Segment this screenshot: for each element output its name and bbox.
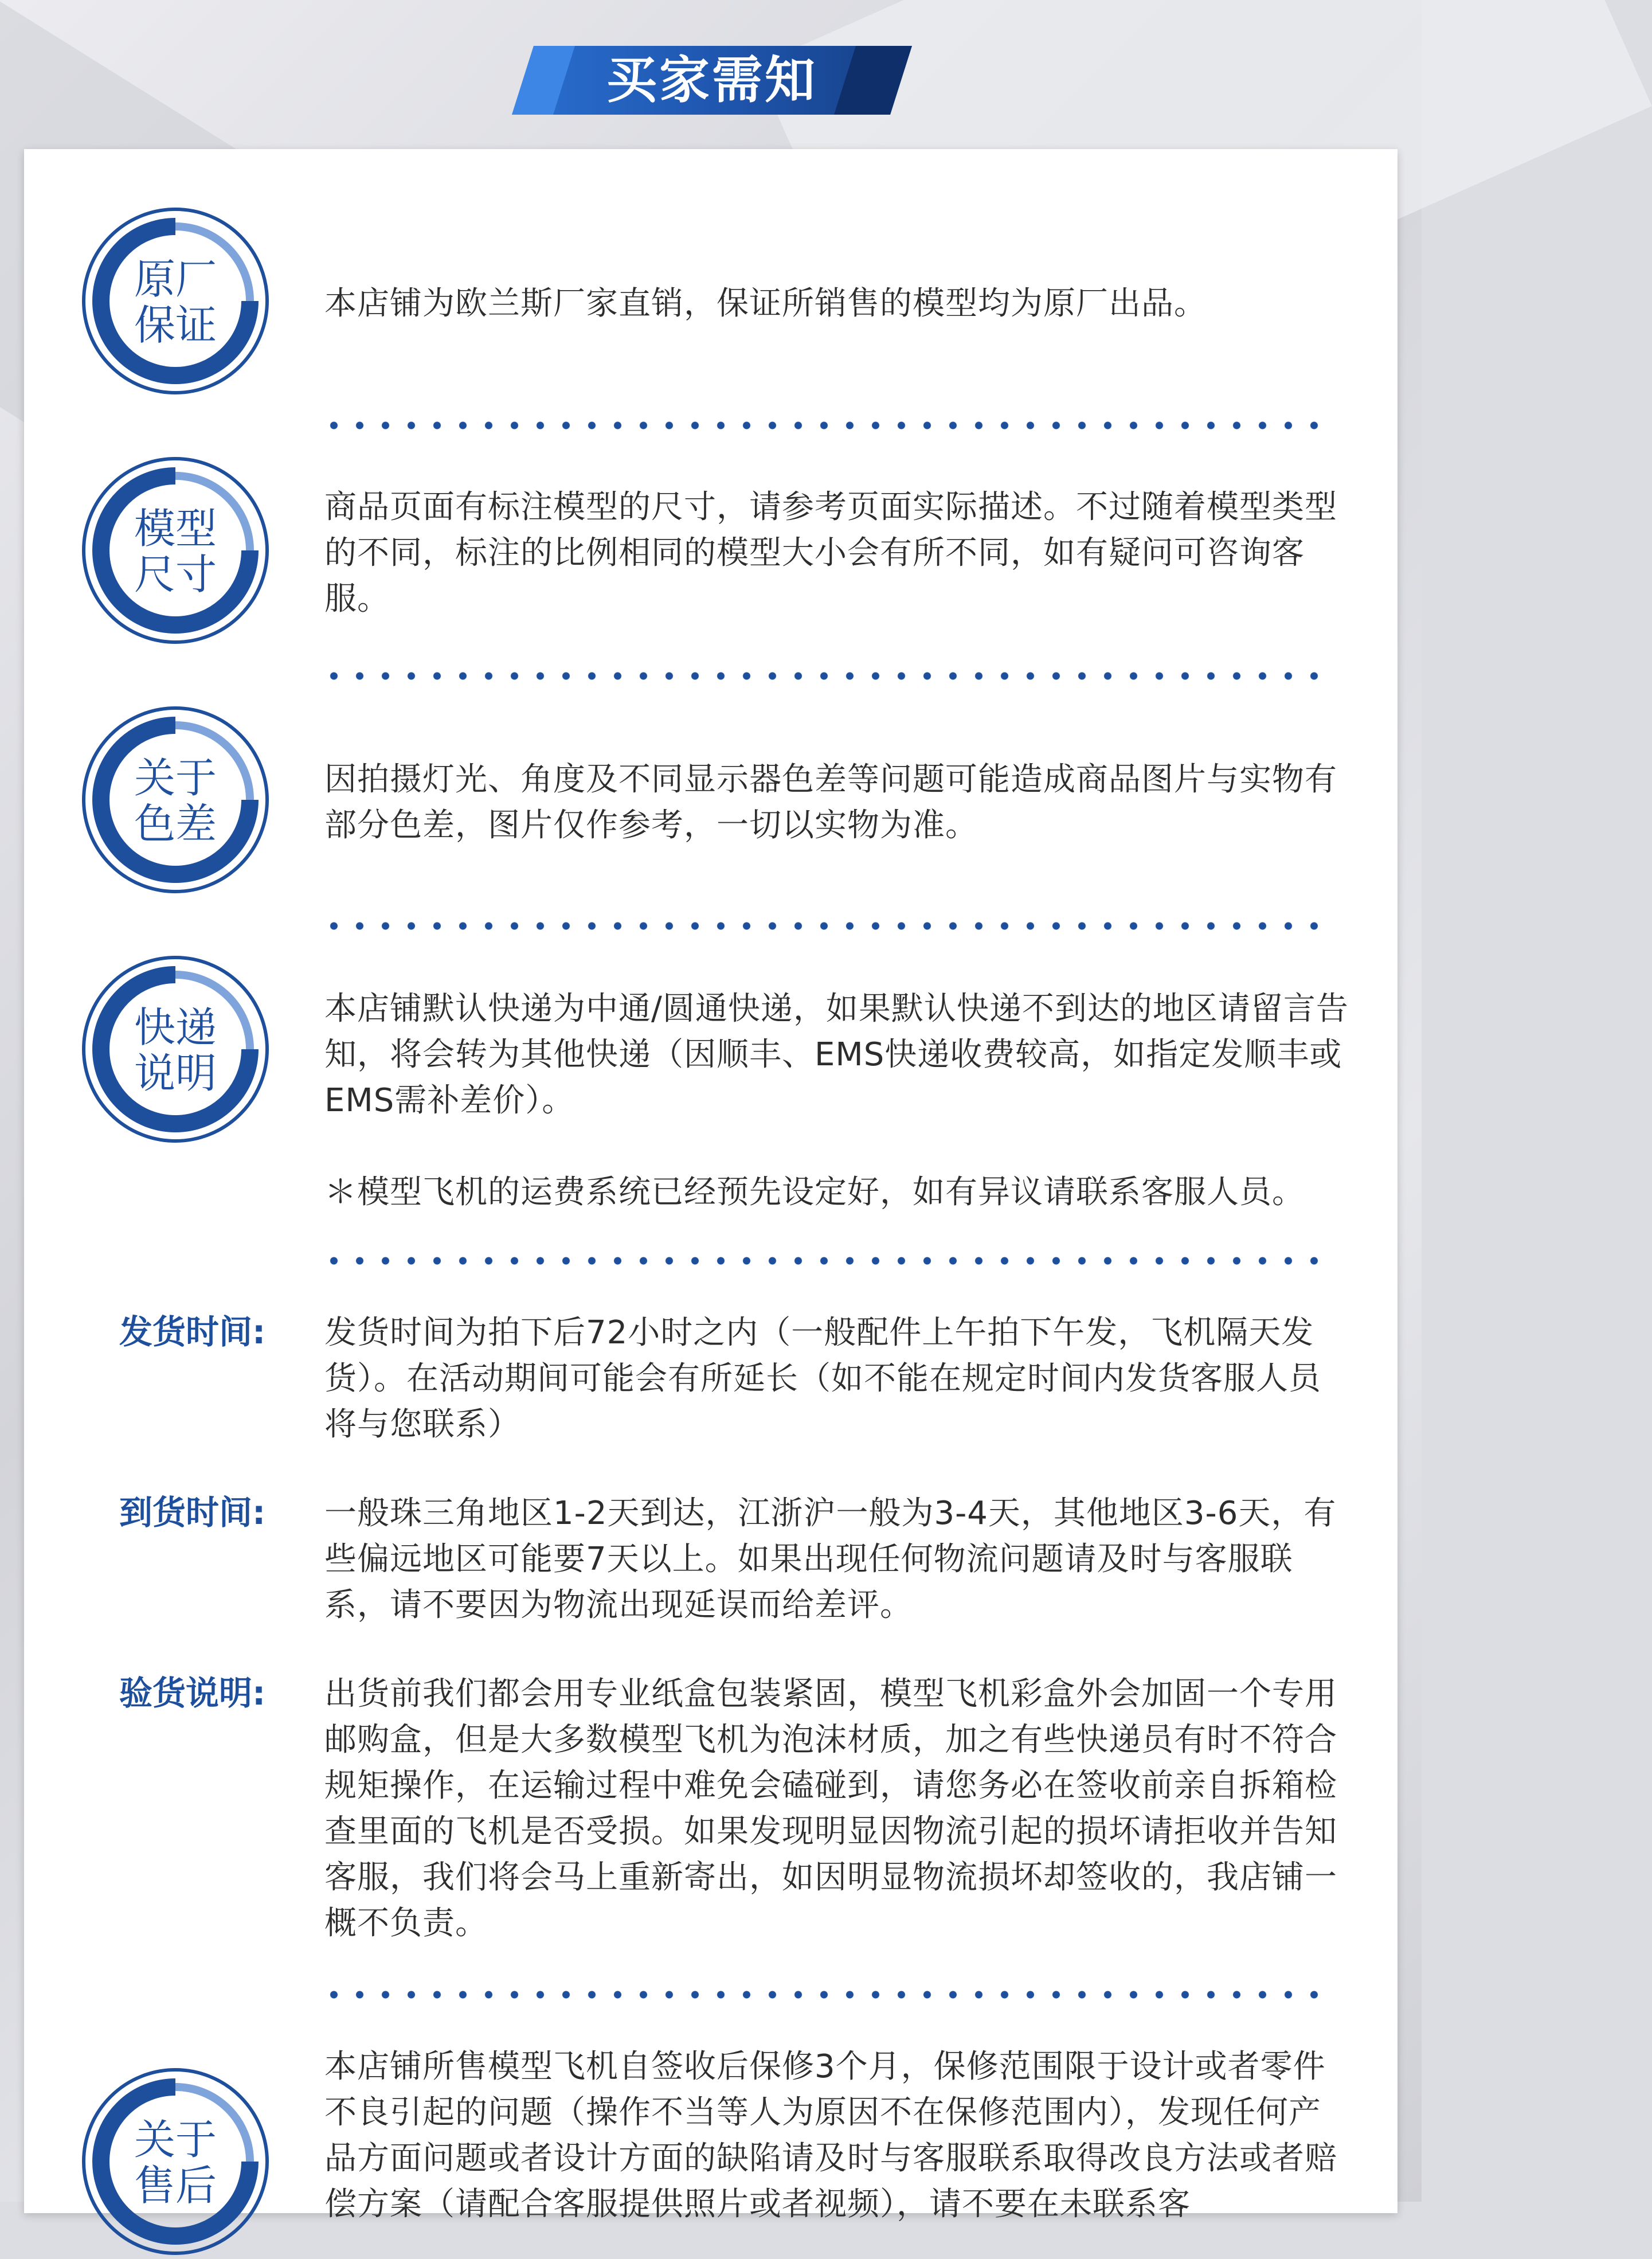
section-text: 商品页面有标注模型的尺寸，请参考页面实际描述。不过随着模型类型的不同，标注的比例相同的模型大小会有所不同，如有疑问可咨询客服。	[324, 488, 1337, 617]
section-text: 因拍摄灯光、角度及不同显示器色差等问题可能造成商品图片与实物有部分色差，图片仅作参考，一切以实物为准。	[324, 761, 1337, 844]
emblem-original-guarantee	[78, 204, 273, 398]
emblem-label: 原厂 保证	[134, 255, 217, 349]
arrival-time-text: 一般珠三角地区1-2天到达，江浙沪一般为3-4天，其他地区3-6天，有些偏远地区可能要7天以上。如果出现任何物流问题请及时与客服联系，请不要因为物流出现延误而给差评。	[324, 1495, 1337, 1624]
emblem-color-difference	[78, 702, 273, 897]
emblem-label: 模型 尺寸	[134, 505, 217, 599]
dotted-divider	[321, 421, 1330, 429]
emblem-delivery-info	[78, 952, 273, 1147]
emblem-label: 关于 售后	[134, 2116, 217, 2210]
dotted-divider	[321, 1257, 1330, 1265]
inspection-text: 出货前我们都会用专业纸盒包装紧固，模型飞机彩盒外会加固一个专用邮购盒，但是大多数模型飞机为泡沫材质，加之有些快递员有时不符合规矩操作，在运输过程中难免会磕碰到，请您务必在签收前亲自拆箱检查里面的飞机是否受损。如果发现明显因物流引起的损坏请拒收并告知客服，我们将会马上重新寄出，如因明显物流损坏却签收的，我店铺一概不负责。	[324, 1675, 1337, 1942]
section-note: ＊模型飞机的运费系统已经预先设定好，如有异议请联系客服人员。	[324, 1174, 1305, 1211]
emblem-after-sales	[78, 2064, 273, 2259]
dotted-divider	[321, 672, 1330, 680]
label-shipping-time: 发货时间:	[119, 1312, 266, 1351]
label-inspection: 验货说明:	[119, 1674, 266, 1713]
shipping-time-text: 发货时间为拍下后72小时之内（一般配件上午拍下午发，飞机隔天发货）。在活动期间可能会有所延长（如不能在规定时间内发货客服人员将与您联系）	[324, 1314, 1321, 1443]
emblem-label: 关于 色差	[134, 754, 217, 848]
page-title: 买家需知	[606, 50, 817, 110]
emblem-model-size	[78, 453, 273, 648]
title-banner	[512, 46, 912, 115]
emblem-label: 快递 说明	[134, 1003, 217, 1097]
dotted-divider	[321, 922, 1330, 930]
after-sales-text: 本店铺所售模型飞机自签收后保修3个月，保修范围限于设计或者零件不良引起的问题（操作不当等人为原因不在保修范围内），发现任何产品方面问题或者设计方面的缺陷请及时与客服联系取得改良方法或者赔偿方案（请配合客服提供照片或者视频），请不要在未联系客	[324, 2048, 1337, 2223]
section-text: 本店铺为欧兰斯厂家直销，保证所销售的模型均为原厂出品。	[324, 285, 1207, 322]
dotted-divider	[321, 1991, 1330, 1999]
label-arrival-time: 到货时间:	[119, 1493, 266, 1532]
section-text: 本店铺默认快递为中通/圆通快递，如果默认快递不到达的地区请留言告知，将会转为其他快递（因顺丰、EMS快递收费较高，如指定发顺丰或EMS需补差价）。	[324, 990, 1349, 1119]
